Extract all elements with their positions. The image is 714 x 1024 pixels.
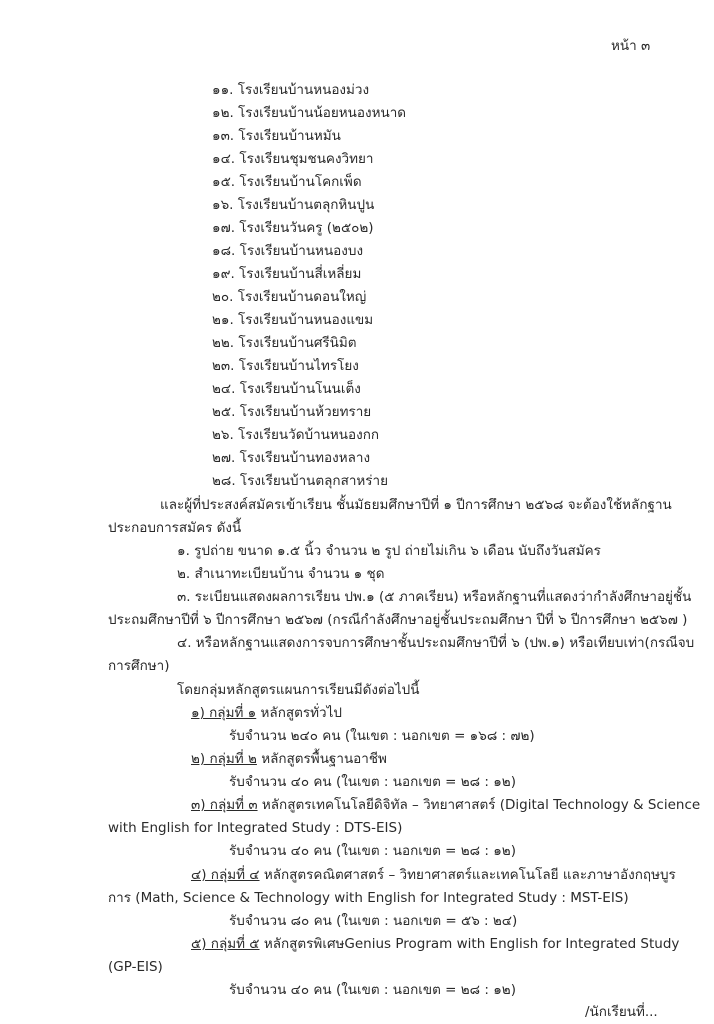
school-item-16: ๑๖. โรงเรียนบ้านตลุกหินปูน [212,197,375,213]
program-group-3-quota: รับจำนวน ๔๐ คน (ในเขต : นอกเขต = ๒๘ : ๑๒) [229,843,516,859]
program-group-4-name: หลักสูตรคณิตศาสตร์ – วิทยาศาสตร์และเทคโนโลยี และภาษาอังกฤษบูร [259,867,676,883]
applicants-intro: และผู้ที่ประสงค์สมัครเข้าเรียน ชั้นมัธยมศึกษาปีที่ ๑ ปีการศึกษา ๒๕๖๘ จะต้องใช้หลักฐาน [160,497,672,513]
school-item-17: ๑๗. โรงเรียนวันครู (๒๕๐๒) [212,220,374,236]
program-group-3-name: หลักสูตรเทคโนโลยีดิจิทัล – วิทยาศาสตร์ (Digital Technology & Science [257,797,701,813]
school-item-27: ๒๗. โรงเรียนบ้านทองหลาง [212,450,371,466]
school-item-12: ๑๒. โรงเรียนบ้านน้อยหนองหนาด [212,105,407,121]
school-item-28: ๒๘. โรงเรียนบ้านตลุกสาหร่าย [212,473,389,489]
required-doc-photo: ๑. รูปถ่าย ขนาด ๑.๕ นิ้ว จำนวน ๒ รูป ถ่ายไม่เกิน ๖ เดือน นับถึงวันสมัคร [177,543,601,559]
program-group-4-name-cont: การ (Math, Science & Technology with English for Integrated Study : MST-EIS) [108,890,629,906]
program-group-5 [191,935,679,953]
page-number: หน้า ๓ [611,38,651,54]
school-item-20: ๒๐. โรงเรียนบ้านดอนใหญ่ [212,289,367,305]
school-item-26: ๒๖. โรงเรียนวัดบ้านหนองกก [212,427,380,443]
program-group-1-quota: รับจำนวน ๒๔๐ คน (ในเขต : นอกเขต = ๑๖๘ : ๗๒) [229,728,535,744]
required-doc-graduation-cont: การศึกษา) [108,658,170,674]
program-group-4-label: ๔) กลุ่มที่ ๔ [191,867,260,883]
program-group-5-quota: รับจำนวน ๔๐ คน (ในเขต : นอกเขต = ๒๘ : ๑๒) [229,982,516,998]
program-group-1-name: หลักสูตรทั่วไป [256,705,342,721]
program-group-3 [191,796,700,814]
page-continuation: /นักเรียนที่... [585,1004,658,1020]
program-group-5-name-cont: (GP-EIS) [108,959,163,975]
applicants-intro-cont: ประกอบการสมัคร ดังนี้ [108,520,242,536]
required-doc-transcript-cont: ประถมศึกษาปีที่ ๖ ปีการศึกษา ๒๕๖๗ (กรณีกำลังศึกษาอยู่ชั้นประถมศึกษา ปีที่ ๖ ปีการศึกษา ๒๕๖๗ ) [108,612,688,628]
program-group-5-name: หลักสูตรพิเศษGenius Program with English for Integrated Study [259,936,680,952]
program-group-4-quota: รับจำนวน ๘๐ คน (ในเขต : นอกเขต = ๕๖ : ๒๔) [229,913,518,929]
required-doc-house-registration: ๒. สำเนาทะเบียนบ้าน จำนวน ๑ ชุด [177,566,385,582]
program-group-1-label: ๑) กลุ่มที่ ๑ [191,705,257,721]
school-item-19: ๑๙. โรงเรียนบ้านสี่เหลี่ยม [212,266,362,282]
program-group-1 [191,704,342,722]
program-group-2-name: หลักสูตรพื้นฐานอาชีพ [256,751,387,767]
school-item-24: ๒๔. โรงเรียนบ้านโนนเต็ง [212,381,361,397]
school-item-14: ๑๔. โรงเรียนชุมชนคงวิทยา [212,151,374,167]
program-group-3-name-cont: with English for Integrated Study : DTS-EIS) [108,820,403,836]
school-item-11: ๑๑. โรงเรียนบ้านหนองม่วง [212,82,370,98]
required-doc-transcript: ๓. ระเบียนแสดงผลการเรียน ปพ.๑ (๕ ภาคเรียน) หรือหลักฐานที่แสดงว่ากำลังศึกษาอยู่ชั้น [177,589,692,605]
program-group-2-quota: รับจำนวน ๔๐ คน (ในเขต : นอกเขต = ๒๘ : ๑๒) [229,774,516,790]
program-group-3-label: ๓) กลุ่มที่ ๓ [191,797,258,813]
school-item-23: ๒๓. โรงเรียนบ้านไทรโยง [212,358,359,374]
program-group-5-label: ๕) กลุ่มที่ ๕ [191,936,260,952]
school-item-18: ๑๘. โรงเรียนบ้านหนองบง [212,243,364,259]
school-item-22: ๒๒. โรงเรียนบ้านศรีนิมิต [212,335,357,351]
school-item-25: ๒๕. โรงเรียนบ้านห้วยทราย [212,404,372,420]
program-group-4 [191,866,676,884]
program-intro: โดยกลุ่มหลักสูตรแผนการเรียนมีดังต่อไปนี้ [177,682,420,698]
program-group-2 [191,750,387,768]
required-doc-graduation: ๔. หรือหลักฐานแสดงการจบการศึกษาชั้นประถมศึกษาปีที่ ๖ (ปพ.๑) หรือเทียบเท่า(กรณีจบ [177,635,695,651]
program-group-2-label: ๒) กลุ่มที่ ๒ [191,751,257,767]
school-item-13: ๑๓. โรงเรียนบ้านหมัน [212,128,341,144]
school-item-21: ๒๑. โรงเรียนบ้านหนองแขม [212,312,374,328]
school-item-15: ๑๕. โรงเรียนบ้านโคกเพ็ด [212,174,362,190]
